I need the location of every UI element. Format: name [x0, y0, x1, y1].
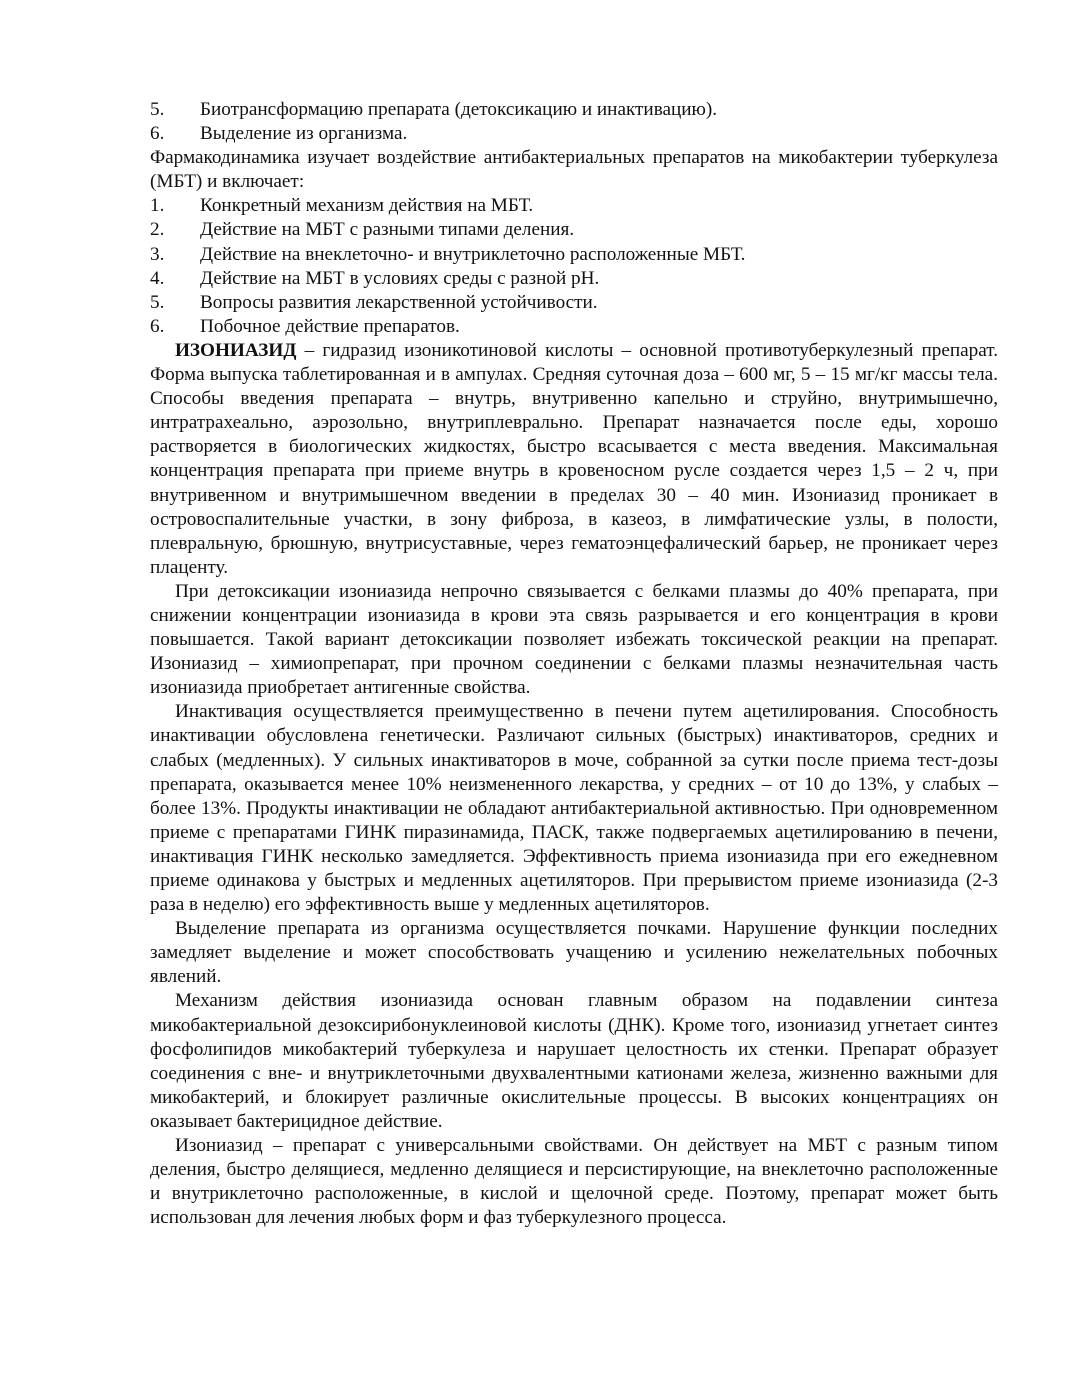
list-number: 5.	[150, 291, 165, 313]
list-text: Побочное действие препаратов.	[200, 315, 460, 337]
document-page	[150, 98, 998, 1230]
list-item	[150, 194, 998, 218]
universal-properties-paragraph: Изониазид – препарат с универсальными свойствами. Он действует на МБТ с разным типом деления, быстро делящиеся, медленно делящиеся и персистирующие, на внеклеточно расположенные и внутриклеточно расположенные, в кислой и щелочной среде. Поэтому, препарат может быть использован для лечения любых форм и фаз туберкулезного процесса.	[150, 1135, 998, 1229]
list-item	[150, 98, 998, 122]
isoniazid-paragraph	[150, 339, 998, 580]
isoniazid-text: – гидразид изоникотиновой кислоты – основной противотуберкулезный препарат. Форма выпуска таблетированная и в ампулах. Средняя суточная доза – 600 мг, 5 – 15 мг/кг массы тела. Способы введения препарата – внутрь, внутривенно капельно и струйно, внутримышечно, интратрахеально, аэрозольно, внутриплеврально. Препарат назначается после еды, хорошо растворяется в биологических жидкостях, быстро всасывается с места введения. Максимальная концентрация препарата при приеме внутрь в кровеносном русле создается через 1,5 – 2 ч, при внутривенном и внутримышечном введении в пределах 30 – 40 мин. Изониазид проникает в островоспалительные участки, в зону фиброза, в казеоз, в лимфатические узлы, в полости, плевральную, брюшную, внутрисуставные, через гематоэнцефалический барьер, не проникает через плаценту.	[150, 339, 998, 578]
list-item	[150, 243, 998, 267]
list-item	[150, 267, 998, 291]
excretion-paragraph: Выделение препарата из организма осуществляется почками. Нарушение функции последних замедляет выделение и может способствовать учащению и усилению нежелательных побочных явлений.	[150, 918, 998, 988]
list-number: 6.	[150, 315, 165, 337]
list-text: Конкретный механизм действия на МБТ.	[200, 195, 534, 217]
list-text: Вопросы развития лекарственной устойчивости.	[200, 291, 598, 313]
list-item	[150, 291, 998, 315]
detoxification-paragraph: При детоксикации изониазида непрочно связывается с белками плазмы до 40% препарата, при снижении концентрации изониазида в крови эта связь разрывается и его концентрация в крови повышается. Такой вариант детоксикации позволяет избежать токсической реакции на препарат. Изониазид – химиопрепарат, при прочном соединении с белками плазмы незначительная часть изониазида приобретает антигенные свойства.	[150, 580, 998, 699]
list-text: Действие на внеклеточно- и внутриклеточно расположенные МБТ.	[200, 243, 746, 265]
isoniazid-title: ИЗОНИАЗИД	[175, 339, 297, 361]
pharmacodynamics-intro: Фармакодинамика изучает воздействие антибактериальных препаратов на микобактерии туберкулеза (МБТ) и включает:	[150, 147, 998, 193]
inactivation-paragraph: Инактивация осуществляется преимущественно в печени путем ацетилирования. Способность инактивации обусловлена генетически. Различают сильных (быстрых) инактиваторов, средних и слабых (медленных). У сильных инактиваторов в моче, собранной за сутки после приема тест-дозы препарата, оказывается менее 10% неизмененного лекарства, у средних – от 10 до 13%, у слабых – более 13%. Продукты инактивации не обладают антибактериальной активностью. При одновременном приеме с препаратами ГИНК пиразинамида, ПАСК, также подвергаемых ацетилированию в печени, инактивация ГИНК несколько замедляется. Эффективность приема изониазида при его ежедневном приеме одинакова у быстрых и медленных ацетиляторов. При прерывистом приеме изониазида (2-3 раза в неделю) его эффективность выше у медленных ацетиляторов.	[150, 701, 998, 916]
list-item	[150, 122, 998, 146]
list-number: 4.	[150, 267, 165, 289]
list-item	[150, 315, 998, 339]
list-item	[150, 218, 998, 242]
list-number: 3.	[150, 243, 165, 265]
list-number: 2.	[150, 219, 165, 241]
list-number: 6.	[150, 123, 165, 145]
mechanism-paragraph: Механизм действия изониазида основан главным образом на подавлении синтеза микобактериальной дезоксирибонуклеиновой кислоты (ДНК). Кроме того, изониазид угнетает синтез фосфолипидов микобактерий туберкулеза и нарушает целостность их стенки. Препарат образует соединения с вне- и внутриклеточными двухвалентными катионами железа, жизненно важными для микобактерий, и блокирует различные окислительные процессы. В высоких концентрациях он оказывает бактерицидное действие.	[150, 990, 998, 1132]
list-text: Выделение из организма.	[200, 123, 408, 145]
list-number: 5.	[150, 99, 165, 120]
list-number: 1.	[150, 195, 165, 217]
list-text: Биотрансформацию препарата (детоксикацию и инактивацию).	[200, 99, 718, 120]
list-text: Действие на МБТ в условиях среды с разной pH.	[200, 267, 600, 289]
list-text: Действие на МБТ с разными типами деления.	[200, 219, 575, 241]
